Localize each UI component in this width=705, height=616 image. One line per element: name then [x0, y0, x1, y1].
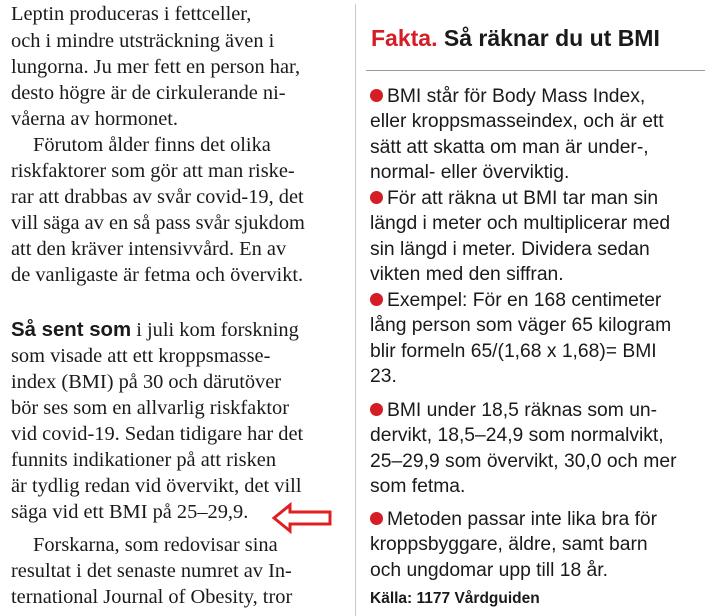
article-line: resultat i det senaste numret av In- — [11, 560, 292, 582]
fact-line: som fetma. — [370, 476, 466, 497]
fact-text: BMI står för Body Mass Index, — [387, 86, 646, 107]
fact-box — [366, 0, 705, 616]
article-column — [0, 0, 350, 616]
article-line: som visade att ett kroppsmasse- — [11, 345, 271, 367]
fact-line: längd i meter och multiplicerar med — [370, 213, 671, 234]
article-line: i juli kom forskning — [131, 319, 299, 341]
article-line: vid covid-19. Sedan tidigare har det — [11, 423, 304, 445]
red-dot-icon — [370, 191, 383, 204]
subhead-lead: Så sent som — [11, 319, 132, 341]
article-line: rar att drabbas av svår covid-19, det — [11, 186, 304, 208]
article-line: index (BMI) på 30 och därutöver — [11, 371, 282, 393]
fact-label: Fakta. — [371, 25, 438, 51]
article-line: vill säga av en så pass svår sjukdom — [11, 212, 305, 234]
article-line: är tydlig redan vid övervikt, det vill — [11, 475, 302, 497]
fact-line: lång person som väger 65 kilogram — [370, 315, 672, 336]
left-arrow-icon — [272, 502, 334, 534]
fact-line: sin längd i meter. Dividera sedan — [370, 239, 650, 260]
article-subhead-line — [11, 318, 341, 344]
fact-line: och ungdomar upp till 18 år. — [370, 560, 608, 581]
article-line: att den kräver intensivvård. En av — [11, 238, 287, 260]
fact-box-title — [371, 26, 660, 51]
red-dot-icon — [370, 512, 383, 525]
fact-heading: Så räknar du ut BMI — [443, 25, 660, 51]
fact-line: 23. — [370, 366, 397, 387]
article-line: våerna av hormonet. — [11, 108, 179, 130]
fact-line: sätt att skatta om man är under-, — [370, 137, 649, 158]
fact-line — [370, 186, 658, 211]
fact-box-rule — [366, 70, 705, 71]
article-line: Förutom ålder finns det olika — [33, 134, 271, 156]
fact-line: dervikt, 18,5–24,9 som normalvikt, — [370, 425, 664, 446]
fact-line — [370, 398, 657, 423]
article-line: bör ses som en allvarlig riskfaktor — [11, 397, 290, 419]
fact-line: vikten med den siffran. — [370, 264, 564, 285]
article-line: de vanligaste är fetma och övervikt. — [11, 264, 304, 286]
fact-text: För att räkna ut BMI tar man sin — [387, 188, 659, 209]
fact-line: blir formeln 65/(1,68 x 1,68)= BMI — [370, 341, 657, 362]
red-dot-icon — [370, 293, 383, 306]
red-dot-icon — [370, 403, 383, 416]
fact-text: Exempel: För en 168 centimeter — [387, 290, 662, 311]
article-line: och i mindre utsträckning även i — [11, 30, 275, 52]
fact-line: kroppsbyggare, äldre, samt barn — [370, 534, 648, 555]
fact-line — [370, 288, 661, 313]
article-line: säga vid ett BMI på 25–29,9. — [11, 501, 249, 523]
fact-text: Metoden passar inte lika bra för — [387, 509, 658, 530]
red-dot-icon — [370, 89, 383, 102]
fact-text: BMI under 18,5 räknas som un- — [387, 400, 658, 421]
article-line: ternational Journal of Obesity, tror — [11, 586, 293, 608]
fact-line — [370, 84, 645, 109]
article-line: riskfaktorer som gör att man riske- — [11, 160, 295, 182]
article-line: lungorna. Ju mer fett en person har, — [11, 56, 301, 78]
article-line: desto högre är de cirkulerande ni- — [11, 82, 286, 104]
fact-line: 25–29,9 som övervikt, 30,0 och mer — [370, 451, 677, 472]
article-line: funnits indikationer på att risken — [11, 449, 277, 471]
column-divider — [355, 4, 356, 616]
article-line: Forskarna, som redovisar sina — [33, 534, 278, 556]
fact-line — [370, 507, 657, 532]
article-line: Leptin produceras i fettceller, — [11, 3, 252, 25]
fact-line: normal- eller överviktig. — [370, 162, 570, 183]
fact-line: eller kroppsmasseindex, och är ett — [370, 111, 664, 132]
fact-source: Källa: 1177 Vårdguiden — [370, 590, 540, 607]
